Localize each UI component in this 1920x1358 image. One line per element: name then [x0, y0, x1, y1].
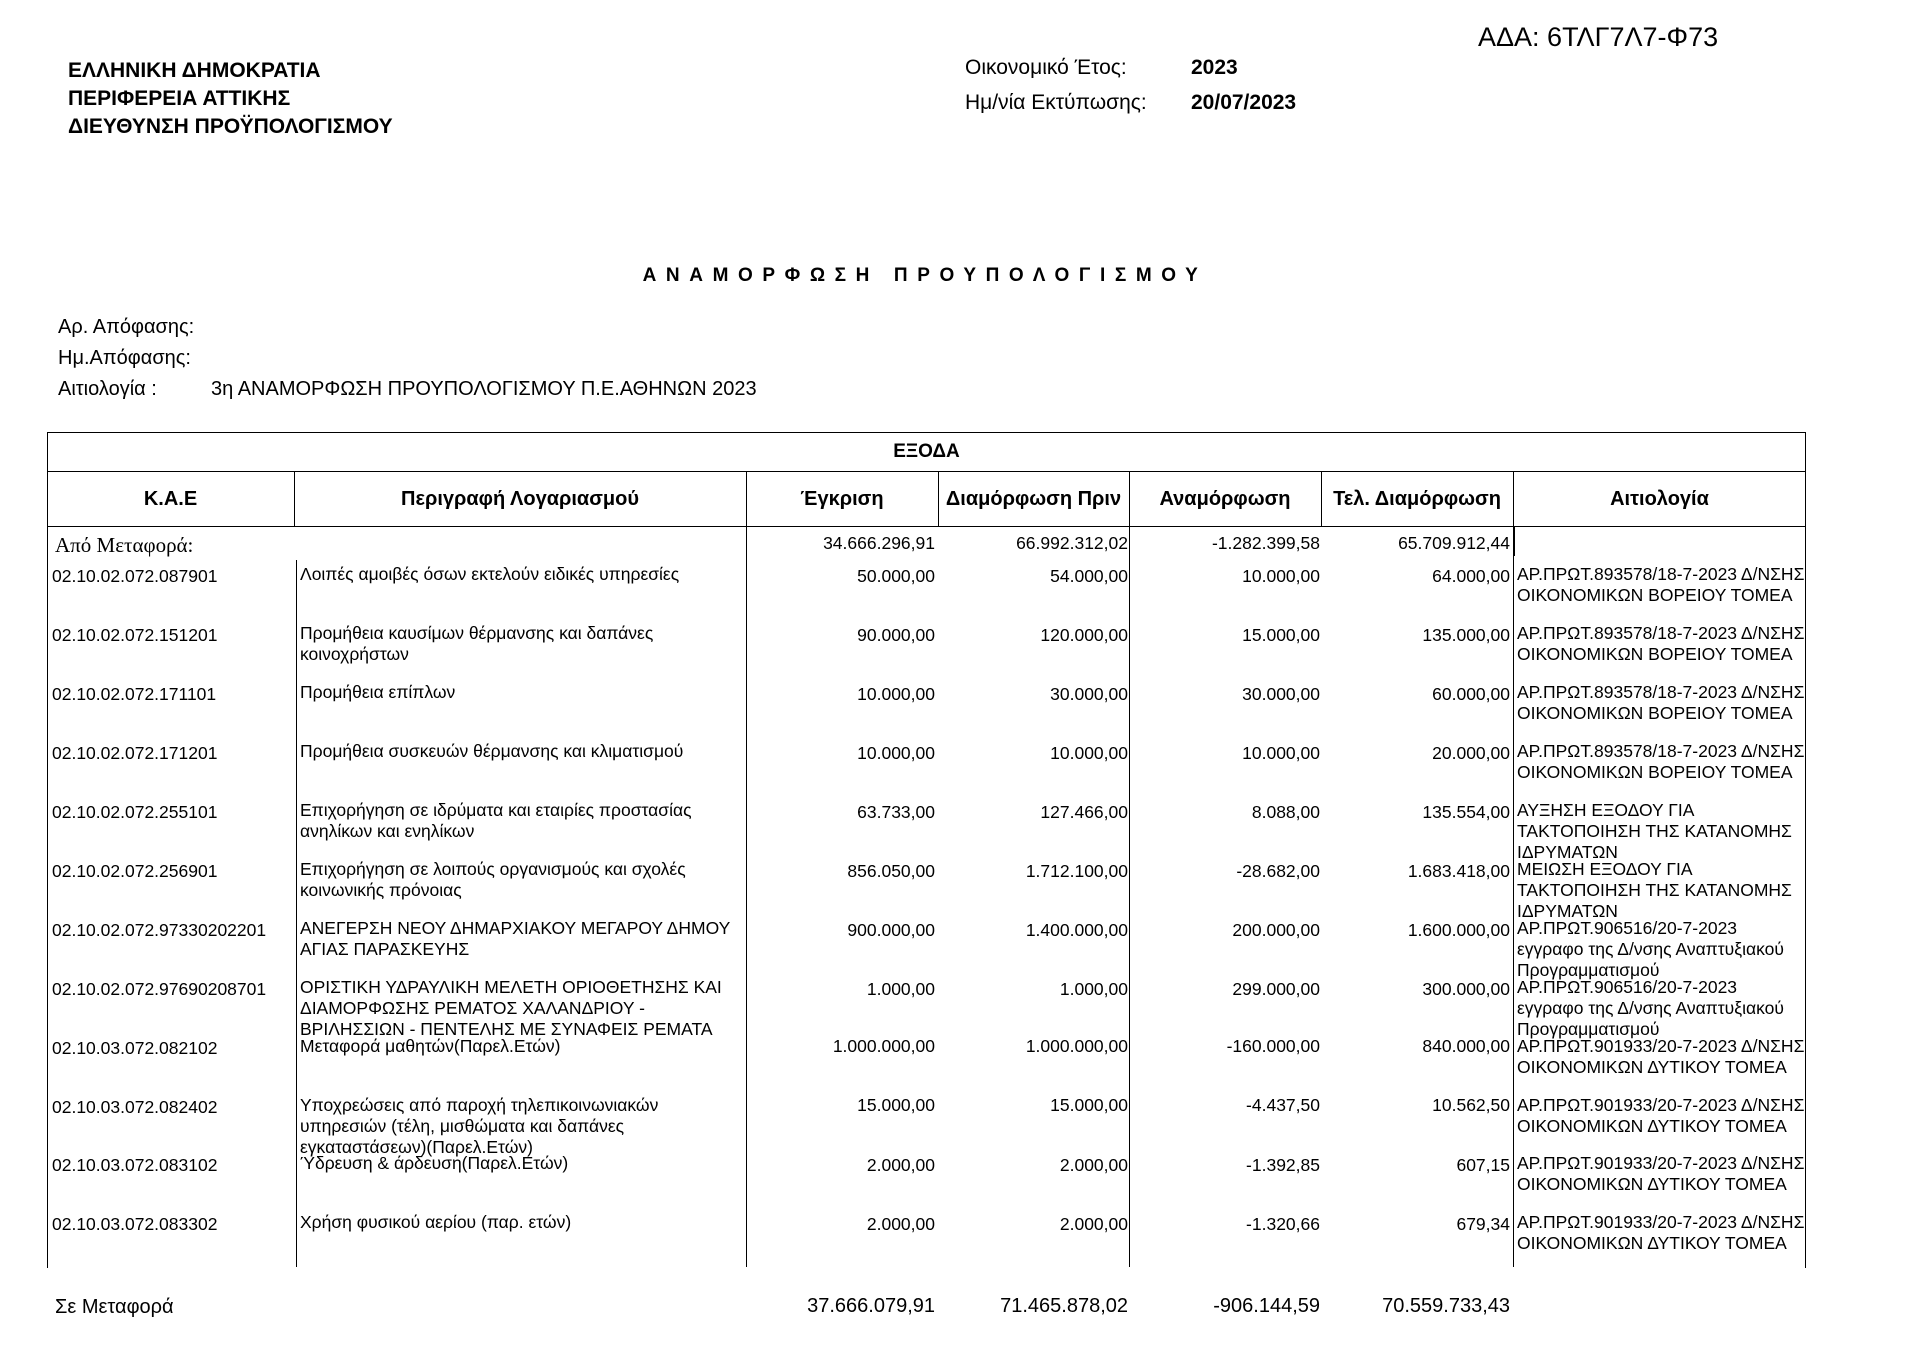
final-amount: 10.562,50	[1432, 1095, 1510, 1115]
before-amount: 30.000,00	[1050, 684, 1128, 704]
col-header-before: Διαμόρφωση Πριν	[945, 488, 1122, 510]
org-line: ΠΕΡΙΦΕΡΕΙΑ ΑΤΤΙΚΗΣ	[68, 87, 291, 110]
final-amount: 840.000,00	[1422, 1036, 1510, 1056]
row-reason: ΑΡ.ΠΡΩΤ.906516/20-7-2023 εγγραφο της Δ/νσης Αναπτυξιακού Προγραμματισμού	[1517, 918, 1784, 980]
col-header-approval: Έγκριση	[800, 488, 884, 510]
before-amount: 1.000.000,00	[1025, 1036, 1128, 1056]
before-amount: 2.000,00	[1059, 1155, 1128, 1175]
col-header-description: Περιγραφή Λογαριασμού	[401, 488, 639, 510]
carried-forward-before: 71.465.878,02	[1000, 1295, 1128, 1317]
kae-code: 02.10.03.072.083102	[52, 1155, 218, 1175]
carried-forward-revision: -906.144,59	[1213, 1295, 1320, 1317]
col-rule	[1514, 526, 1515, 556]
before-amount: 1.000,00	[1059, 979, 1128, 999]
revision-amount: 8.088,00	[1251, 802, 1320, 822]
approval-amount: 2.000,00	[866, 1214, 935, 1234]
final-amount: 20.000,00	[1432, 743, 1510, 763]
final-amount: 607,15	[1456, 1155, 1510, 1175]
col-rule	[296, 560, 297, 1267]
kae-code: 02.10.02.072.087901	[52, 566, 218, 586]
before-amount: 10.000,00	[1050, 743, 1128, 763]
final-amount: 679,34	[1456, 1214, 1510, 1234]
row-reason: ΑΡ.ΠΡΩΤ.901933/20-7-2023 Δ/ΝΣΗΣ ΟΙΚΟΝΟΜΙΚΩΝ ΔΥΤΙΚΟΥ ΤΟΜΕΑ	[1517, 1153, 1805, 1194]
brought-forward-before: 66.992.312,02	[1016, 533, 1128, 553]
row-reason: ΑΡ.ΠΡΩΤ.893578/18-7-2023 Δ/ΝΣΗΣ ΟΙΚΟΝΟΜΙΚΩΝ ΒΟΡΕΙΟΥ ΤΟΜΕΑ	[1517, 741, 1805, 782]
fiscal-year-value: 2023	[1191, 56, 1238, 79]
caption-divider	[47, 471, 1806, 472]
brought-forward-approval: 34.666.296,91	[823, 533, 935, 553]
final-amount: 135.554,00	[1422, 802, 1510, 822]
row-reason: ΑΡ.ΠΡΩΤ.906516/20-7-2023 εγγραφο της Δ/νσης Αναπτυξιακού Προγραμματισμού	[1517, 977, 1784, 1039]
row-reason: ΑΡ.ΠΡΩΤ.893578/18-7-2023 Δ/ΝΣΗΣ ΟΙΚΟΝΟΜΙΚΩΝ ΒΟΡΕΙΟΥ ΤΟΜΕΑ	[1517, 623, 1805, 664]
col-header-final: Τελ. Διαμόρφωση	[1333, 488, 1501, 510]
col-rule	[746, 526, 747, 556]
organization-block	[68, 57, 393, 141]
revision-amount: 299.000,00	[1232, 979, 1320, 999]
approval-amount: 1.000.000,00	[832, 1036, 935, 1056]
col-rule	[1129, 526, 1130, 556]
approval-amount: 2.000,00	[866, 1155, 935, 1175]
kae-code: 02.10.02.072.97330202201	[52, 920, 267, 940]
account-description: ΟΡΙΣΤΙΚΗ ΥΔΡΑΥΛΙΚΗ ΜΕΛΕΤΗ ΟΡΙΟΘΕΤΗΣΗΣ ΚΑΙ ΔΙΑΜΟΡΦΩΣΗΣ ΡΕΜΑΤΟΣ ΧΑΛΑΝΔΡΙΟΥ - ΒΡΙΛΗΣΣΙΩΝ - ΠΕΝΤΕΛΗΣ ΜΕ ΣΥΝΑΦΕΙΣ ΡΕΜΑΤΑ	[300, 977, 722, 1039]
account-description: Υποχρεώσεις από παροχή τηλεπικοινωνιακών υπηρεσιών (τέλη, μισθώματα και δαπάνες εγκαταστάσεων)(Παρελ.Ετών)	[300, 1095, 659, 1157]
table-caption: ΕΞΟΔΑ	[893, 441, 960, 462]
account-description: Χρήση φυσικού αερίου (παρ. ετών)	[300, 1212, 572, 1232]
decision-reason-label: Αιτιολογία :	[58, 378, 157, 400]
kae-code: 02.10.03.072.082402	[52, 1097, 218, 1117]
fiscal-year-label: Οικονομικό Έτος:	[965, 56, 1127, 79]
before-amount: 2.000,00	[1059, 1214, 1128, 1234]
org-line: ΕΛΛΗΝΙΚΗ ΔΗΜΟΚΡΑΤΙΑ	[68, 59, 321, 82]
revision-amount: -1.320,66	[1246, 1214, 1320, 1234]
account-description: Ύδρευση & άρδευση(Παρελ.Ετών)	[300, 1153, 569, 1173]
carried-forward-approval: 37.666.079,91	[807, 1295, 935, 1317]
kae-code: 02.10.02.072.97690208701	[52, 979, 267, 999]
approval-amount: 90.000,00	[857, 625, 935, 645]
kae-code: 02.10.03.072.083302	[52, 1214, 218, 1234]
final-amount: 64.000,00	[1432, 566, 1510, 586]
document-title: ΑΝΑΜΟΡΦΩΣΗ ΠΡΟΥΠΟΛΟΓΙΣΜΟΥ	[642, 265, 1208, 286]
revision-amount: 30.000,00	[1242, 684, 1320, 704]
ada-code: ΑΔΑ: 6ΤΛΓ7Λ7-Φ73	[1478, 22, 1719, 52]
account-description: Προμήθεια επίπλων	[300, 682, 456, 702]
brought-forward-label: Από Μεταφορά:	[55, 533, 194, 557]
brought-forward-revision: -1.282.399,58	[1211, 533, 1320, 553]
revision-amount: 10.000,00	[1242, 743, 1320, 763]
header-divider	[47, 526, 1806, 527]
revision-amount: -160.000,00	[1226, 1036, 1320, 1056]
approval-amount: 856.050,00	[847, 861, 935, 881]
row-reason: ΑΡ.ΠΡΩΤ.901933/20-7-2023 Δ/ΝΣΗΣ ΟΙΚΟΝΟΜΙΚΩΝ ΔΥΤΙΚΟΥ ΤΟΜΕΑ	[1517, 1095, 1805, 1136]
before-amount: 120.000,00	[1040, 625, 1128, 645]
final-amount: 1.600.000,00	[1407, 920, 1510, 940]
approval-amount: 10.000,00	[857, 743, 935, 763]
kae-code: 02.10.02.072.171201	[52, 743, 218, 763]
col-header-revision: Αναμόρφωση	[1159, 488, 1291, 510]
carried-forward-final: 70.559.733,43	[1382, 1295, 1510, 1317]
revision-amount: -4.437,50	[1246, 1095, 1320, 1115]
revision-amount: 200.000,00	[1232, 920, 1320, 940]
row-reason: ΑΥΞΗΣΗ ΕΞΟΔΟΥ ΓΙΑ ΤΑΚΤΟΠΟΙΗΣΗ ΤΗΣ ΚΑΤΑΝΟΜΗΣ ΙΔΡΥΜΑΤΩΝ	[1517, 800, 1792, 862]
revision-amount: -1.392,85	[1246, 1155, 1320, 1175]
kae-code: 02.10.03.072.082102	[52, 1038, 218, 1058]
kae-code: 02.10.02.072.151201	[52, 625, 218, 645]
revision-amount: 15.000,00	[1242, 625, 1320, 645]
kae-code: 02.10.02.072.255101	[52, 802, 218, 822]
row-reason: ΑΡ.ΠΡΩΤ.901933/20-7-2023 Δ/ΝΣΗΣ ΟΙΚΟΝΟΜΙΚΩΝ ΔΥΤΙΚΟΥ ΤΟΜΕΑ	[1517, 1036, 1805, 1077]
col-header-reason: Αιτιολογία	[1610, 488, 1709, 510]
decision-number-label: Αρ. Απόφασης:	[58, 316, 195, 338]
final-amount: 1.683.418,00	[1407, 861, 1510, 881]
carried-forward-label: Σε Μεταφορά	[55, 1296, 174, 1318]
final-amount: 135.000,00	[1422, 625, 1510, 645]
print-date-value: 20/07/2023	[1191, 91, 1297, 114]
col-rule	[1513, 471, 1514, 1267]
account-description: Μεταφορά μαθητών(Παρελ.Ετών)	[300, 1036, 561, 1056]
before-amount: 127.466,00	[1040, 802, 1128, 822]
kae-code: 02.10.02.072.171101	[52, 684, 217, 704]
decision-date-label: Ημ.Απόφασης:	[58, 347, 191, 369]
approval-amount: 50.000,00	[857, 566, 935, 586]
final-amount: 300.000,00	[1422, 979, 1510, 999]
print-date-label: Ημ/νία Εκτύπωσης:	[965, 91, 1147, 114]
before-amount: 1.400.000,00	[1025, 920, 1128, 940]
brought-forward-final: 65.709.912,44	[1398, 533, 1510, 553]
account-description: Επιχορήγηση σε ιδρύματα και εταιρίες προστασίας ανηλίκων και ενηλίκων	[300, 800, 692, 841]
account-description: ΑΝΕΓΕΡΣΗ ΝΕΟΥ ΔΗΜΑΡΧΙΑΚΟΥ ΜΕΓΑΡΟΥ ΔΗΜΟΥ ΑΓΙΑΣ ΠΑΡΑΣΚΕΥΗΣ	[300, 918, 730, 959]
col-rule	[1129, 471, 1130, 1267]
row-reason: ΜΕΙΩΣΗ ΕΞΟΔΟΥ ΓΙΑ ΤΑΚΤΟΠΟΙΗΣΗ ΤΗΣ ΚΑΤΑΝΟΜΗΣ ΙΔΡΥΜΑΤΩΝ	[1517, 859, 1792, 921]
account-description: Προμήθεια καυσίμων θέρμανσης και δαπάνες κοινοχρήστων	[300, 623, 654, 664]
approval-amount: 15.000,00	[857, 1095, 935, 1115]
before-amount: 15.000,00	[1050, 1095, 1128, 1115]
before-amount: 1.712.100,00	[1025, 861, 1128, 881]
row-reason: ΑΡ.ΠΡΩΤ.901933/20-7-2023 Δ/ΝΣΗΣ ΟΙΚΟΝΟΜΙΚΩΝ ΔΥΤΙΚΟΥ ΤΟΜΕΑ	[1517, 1212, 1805, 1253]
row-reason: ΑΡ.ΠΡΩΤ.893578/18-7-2023 Δ/ΝΣΗΣ ΟΙΚΟΝΟΜΙΚΩΝ ΒΟΡΕΙΟΥ ΤΟΜΕΑ	[1517, 682, 1805, 723]
revision-amount: 10.000,00	[1242, 566, 1320, 586]
col-header-kae: Κ.Α.Ε	[143, 488, 198, 510]
revision-amount: -28.682,00	[1236, 861, 1320, 881]
account-description: Προμήθεια συσκευών θέρμανσης και κλιματισμού	[300, 741, 684, 761]
decision-reason-value: 3η ΑΝΑΜΟΡΦΩΣΗ ΠΡΟΥΠΟΛΟΓΙΣΜΟΥ Π.Ε.ΑΘΗΝΩΝ 2023	[211, 378, 757, 400]
row-reason: ΑΡ.ΠΡΩΤ.893578/18-7-2023 Δ/ΝΣΗΣ ΟΙΚΟΝΟΜΙΚΩΝ ΒΟΡΕΙΟΥ ΤΟΜΕΑ	[1517, 564, 1805, 605]
account-description: Λοιπές αμοιβές όσων εκτελούν ειδικές υπηρεσίες	[300, 564, 680, 584]
final-amount: 60.000,00	[1432, 684, 1510, 704]
approval-amount: 1.000,00	[866, 979, 935, 999]
approval-amount: 63.733,00	[857, 802, 935, 822]
kae-code: 02.10.02.072.256901	[52, 861, 218, 881]
account-description: Επιχορήγηση σε λοιπούς οργανισμούς και σχολές κοινωνικής πρόνοιας	[300, 859, 686, 900]
approval-amount: 10.000,00	[857, 684, 935, 704]
before-amount: 54.000,00	[1050, 566, 1128, 586]
approval-amount: 900.000,00	[847, 920, 935, 940]
org-line: ΔΙΕΥΘΥΝΣΗ ΠΡΟΫΠΟΛΟΓΙΣΜΟΥ	[68, 115, 393, 138]
